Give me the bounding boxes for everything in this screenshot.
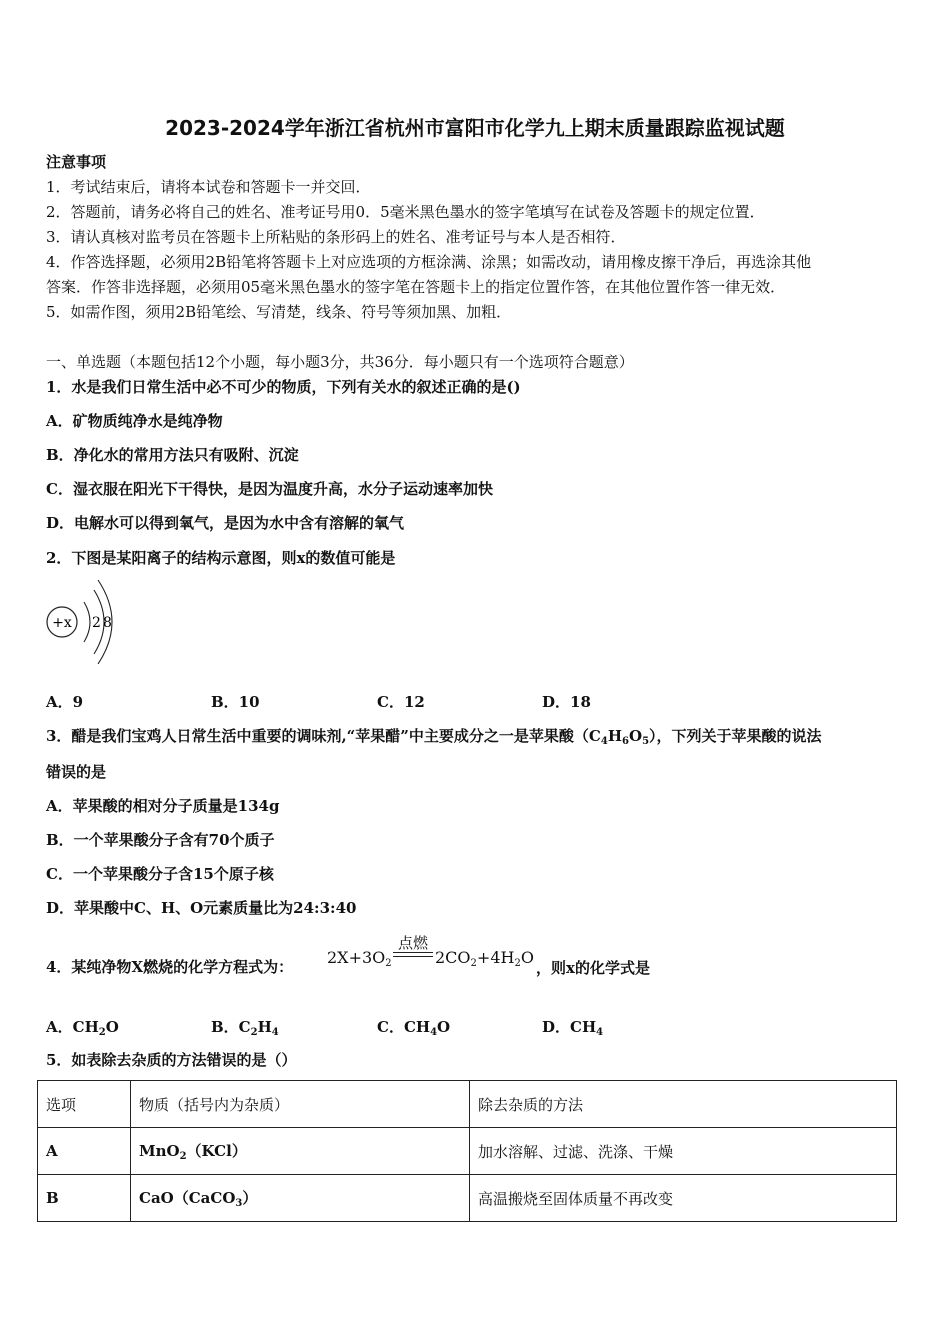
q3-option-c: C．一个苹果酸分子含15个原子核	[46, 865, 274, 883]
q1-option-a: A．矿物质纯净水是纯净物	[46, 412, 223, 430]
q3-stem-cont: 错误的是	[46, 763, 107, 781]
q2-option-a: A．9	[46, 693, 84, 711]
q3-option-a: A．苹果酸的相对分子质量是134g	[46, 797, 280, 815]
q2-option-d: D．18	[542, 693, 591, 711]
reaction-condition: 点燃	[397, 934, 428, 952]
q2-stem: 2．下图是某阳离子的结构示意图，则x的数值可能是	[46, 549, 396, 567]
q4-option-a: A．$CH_2O$	[46, 1018, 119, 1038]
q4-stem: 4．某纯净物X燃烧的化学方程式为：	[46, 958, 294, 976]
table-header-cell: 物质（括号内为杂质）	[131, 1081, 470, 1128]
nucleus-label: +x	[52, 615, 72, 631]
table-cell: MnO$_2$（KCl）	[131, 1128, 470, 1175]
q1-stem: 1．水是我们日常生活中必不可少的物质，下列有关水的叙述正确的是()	[46, 378, 521, 396]
table-row	[38, 1128, 897, 1175]
q4-option-b: B．$C_2H_4$	[211, 1018, 279, 1038]
page-title: 2023-2024学年浙江省杭州市富阳市化学九上期末质量跟踪监视试题	[165, 116, 785, 140]
table-header-cell: 除去杂质的方法	[470, 1081, 897, 1128]
q1-option-c: C．湿衣服在阳光下干得快，是因为温度升高，水分子运动速率加快	[46, 480, 493, 498]
notice-item: 4．作答选择题，必须用2B铅笔将答题卡上对应选项的方框涂满、涂黑；如需改动，请用橡皮擦干净后，再选涂其他	[46, 253, 812, 271]
q5-stem: 5．如表除去杂质的方法错误的是（）	[46, 1051, 297, 1069]
shell-arc-1	[84, 602, 90, 642]
q3-option-d: D．苹果酸中C、H、O元素质量比为24:3:40	[46, 899, 357, 917]
notice-item: 2．答题前，请务必将自己的姓名、准考证号用0．5毫米黑色墨水的签字笔填写在试卷及答题卡的规定位置．	[46, 203, 765, 221]
q4-option-d: D．$CH_4$	[542, 1018, 604, 1038]
q1-option-d: D．电解水可以得到氧气，是因为水中含有溶解的氧气	[46, 514, 405, 532]
section-heading: 一、单选题（本题包括12个小题，每小题3分，共36分．每小题只有一个选项符合题意）	[46, 353, 634, 371]
q3-stem: 3．醋是我们宝鸡人日常生活中重要的调味剂,“苹果醋”中主要成分之一是苹果酸$(C_4H_6O_5)$，下列关于苹果酸的说法	[46, 727, 822, 747]
notice-item: 答案．作答非选择题，必须用05毫米黑色墨水的签字笔在答题卡上的指定位置作答，在其他位置作答一律无效．	[46, 278, 786, 296]
notice-item: 5．如需作图，须用2B铅笔绘、写清楚，线条、符号等须加黑、加粗．	[46, 303, 512, 321]
table-cell: 高温搬烧至固体质量不再改变	[470, 1175, 897, 1222]
q3-option-b: B．一个苹果酸分子含有70个质子	[46, 831, 275, 849]
shell1-electrons: 2	[92, 615, 101, 631]
notice-item: 3．请认真核对监考员在答题卡上所粘贴的条形码上的姓名、准考证号与本人是否相符．	[46, 228, 626, 246]
shell2-electrons: 8	[103, 615, 112, 631]
table-header-cell: 选项	[38, 1081, 131, 1128]
q4-option-c: C．$CH_4O$	[377, 1018, 451, 1038]
ion-structure-diagram	[40, 578, 120, 664]
q2-option-b: B．10	[211, 693, 260, 711]
notice-item: 1．考试结束后，请将本试卷和答题卡一并交回．	[46, 178, 371, 196]
table-cell: 加水溶解、过滤、洗涤、干燥	[470, 1128, 897, 1175]
table-cell: A	[38, 1128, 131, 1175]
q2-option-c: C．12	[377, 693, 425, 711]
table-cell: CaO（CaCO$_3$）	[131, 1175, 470, 1222]
table-row	[38, 1175, 897, 1222]
impurity-table	[37, 1080, 897, 1222]
q1-option-b: B．净化水的常用方法只有吸附、沉淀	[46, 446, 299, 464]
table-cell: B	[38, 1175, 131, 1222]
notice-heading: 注意事项	[46, 153, 107, 171]
table-header-row	[38, 1081, 897, 1128]
q4-stem-end: ，则x的化学式是	[536, 959, 650, 977]
